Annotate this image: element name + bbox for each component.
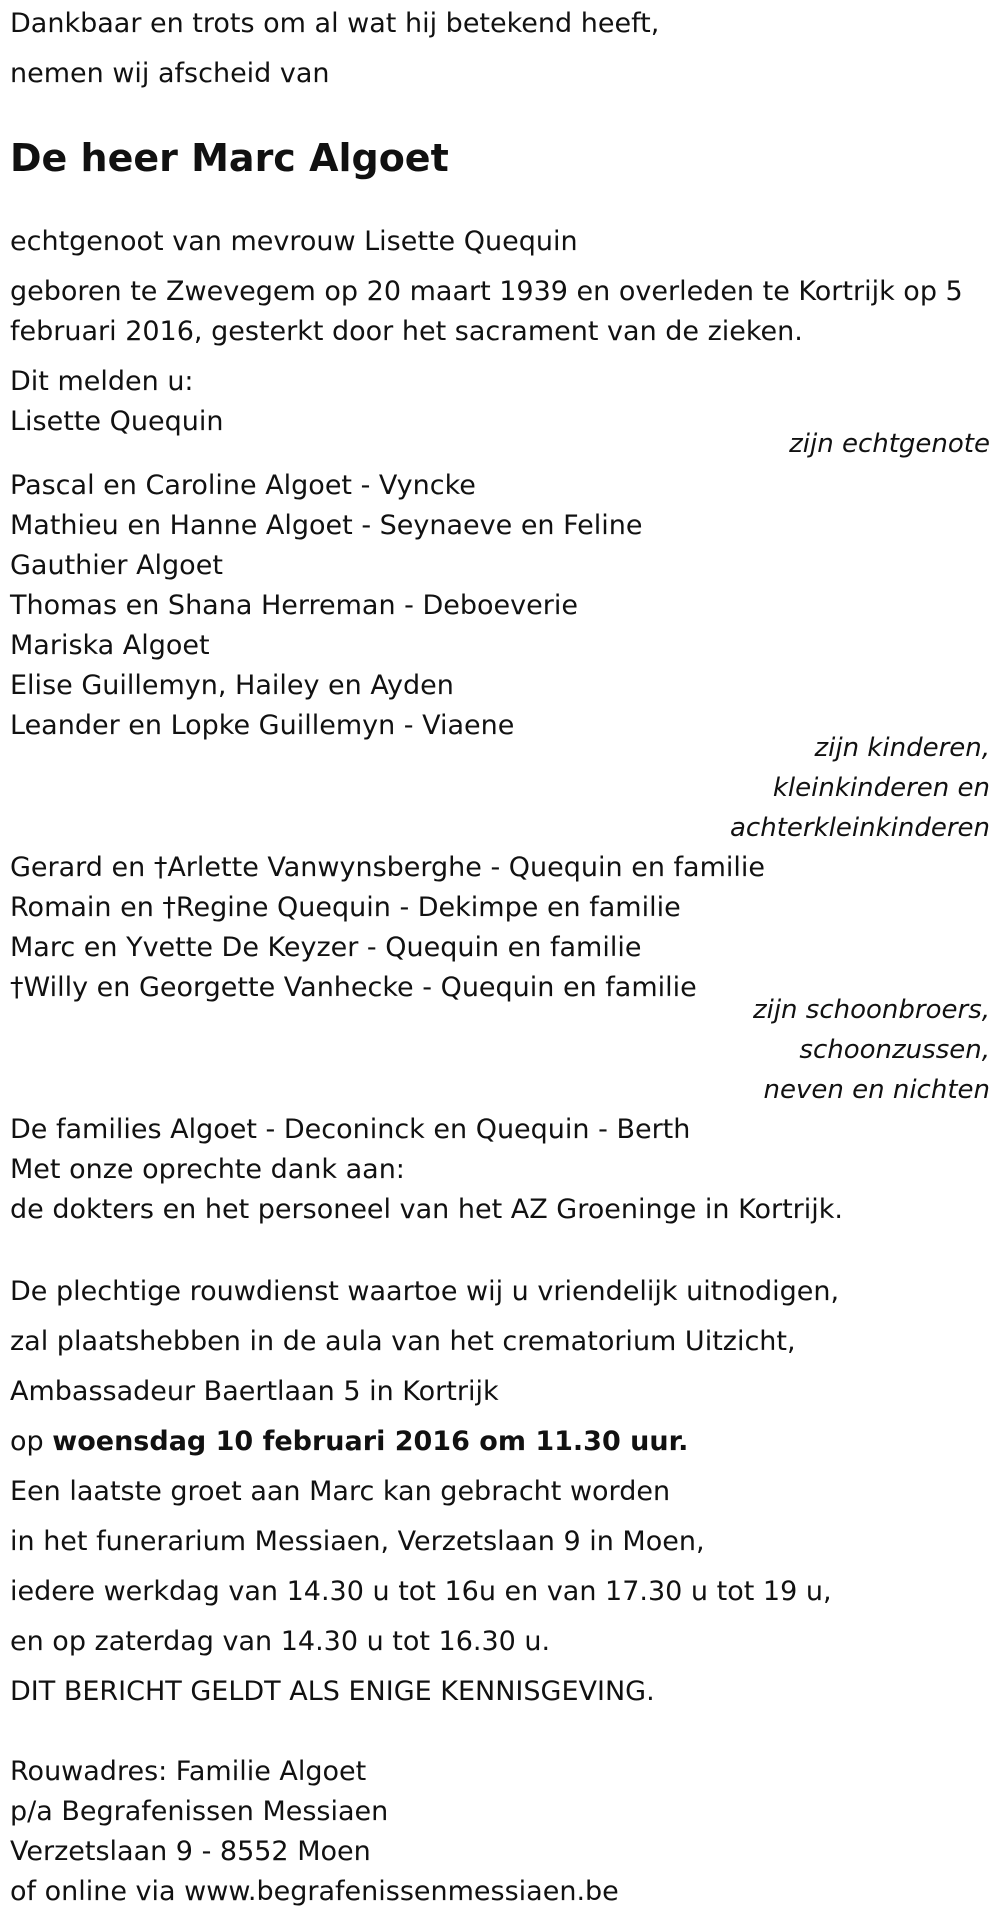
visitation-line-3: iedere werkdag van 14.30 u tot 16u en van 17.30 u tot 19 u, xyxy=(10,1576,832,1607)
child-line: Elise Guillemyn, Hailey en Ayden xyxy=(10,670,454,701)
visitation-line-2: in het funerarium Messiaen, Verzetslaan 9 in Moen, xyxy=(10,1526,705,1557)
inlaw-line: Gerard en †Arlette Vanwynsberghe - Quequin en familie xyxy=(10,852,765,883)
address-line-1: Rouwadres: Familie Algoet xyxy=(10,1756,367,1787)
inlaw-line: Romain en †Regine Quequin - Dekimpe en familie xyxy=(10,892,681,923)
intro-line-1: Dankbaar en trots om al wat hij betekend heeft, xyxy=(10,8,660,39)
thanks-intro: Met onze oprechte dank aan: xyxy=(10,1154,405,1185)
child-line: Mathieu en Hanne Algoet - Seynaeve en Feline xyxy=(10,510,643,541)
address-line-3: Verzetslaan 9 - 8552 Moen xyxy=(10,1836,371,1867)
visitation-line-4: en op zaterdag van 14.30 u tot 16.30 u. xyxy=(10,1626,551,1657)
deceased-name: De heer Marc Algoet xyxy=(10,136,449,180)
child-line: Leander en Lopke Guillemyn - Viaene xyxy=(10,710,515,741)
children-role-line: kleinkinderen en xyxy=(772,773,990,803)
inlaws-role-line: neven en nichten xyxy=(763,1075,990,1105)
children-role-line: zijn kinderen, xyxy=(814,733,990,763)
service-datetime: woensdag 10 februari 2016 om 11.30 uur. xyxy=(52,1426,689,1457)
announcers-intro: Dit melden u: xyxy=(10,366,194,397)
spouse-name: Lisette Quequin xyxy=(10,406,224,437)
intro-line-2: nemen wij afscheid van xyxy=(10,58,330,89)
service-line-3: Ambassadeur Baertlaan 5 in Kortrijk xyxy=(10,1376,499,1407)
spouse-role: zijn echtgenote xyxy=(789,429,990,459)
thanks-text: de dokters en het personeel van het AZ Groeninge in Kortrijk. xyxy=(10,1194,843,1225)
service-datetime-line xyxy=(10,1422,688,1462)
address-line-4: of online via www.begrafenissenmessiaen.be xyxy=(10,1876,619,1907)
spouse-line: echtgenoot van mevrouw Lisette Quequin xyxy=(10,226,578,257)
child-line: Gauthier Algoet xyxy=(10,550,223,581)
visitation-line-1: Een laatste groet aan Marc kan gebracht worden xyxy=(10,1476,671,1507)
children-role-line: achterkleinkinderen xyxy=(730,813,990,843)
inlaws-role-line: zijn schoonbroers, xyxy=(752,995,990,1025)
inlaw-line: Marc en Yvette De Keyzer - Quequin en familie xyxy=(10,932,642,963)
child-line: Mariska Algoet xyxy=(10,630,210,661)
child-line: Pascal en Caroline Algoet - Vyncke xyxy=(10,470,476,501)
inlaws-role-line: schoonzussen, xyxy=(799,1035,990,1065)
service-op: op xyxy=(10,1426,44,1457)
child-line: Thomas en Shana Herreman - Deboeverie xyxy=(10,590,578,621)
service-line-2: zal plaatshebben in de aula van het crematorium Uitzicht, xyxy=(10,1326,796,1357)
inlaw-line: †Willy en Georgette Vanhecke - Quequin en familie xyxy=(10,972,697,1003)
birth-death-text: geboren te Zwevegem op 20 maart 1939 en overleden te Kortrijk op 5 februari 2016, gesterkt door het sacrament van de zieken. xyxy=(10,276,963,347)
notice-text: DIT BERICHT GELDT ALS ENIGE KENNISGEVING. xyxy=(10,1676,655,1707)
families-line: De families Algoet - Deconinck en Quequin - Berth xyxy=(10,1114,691,1145)
address-line-2: p/a Begrafenissen Messiaen xyxy=(10,1796,389,1827)
service-line-1: De plechtige rouwdienst waartoe wij u vriendelijk uitnodigen, xyxy=(10,1276,840,1307)
